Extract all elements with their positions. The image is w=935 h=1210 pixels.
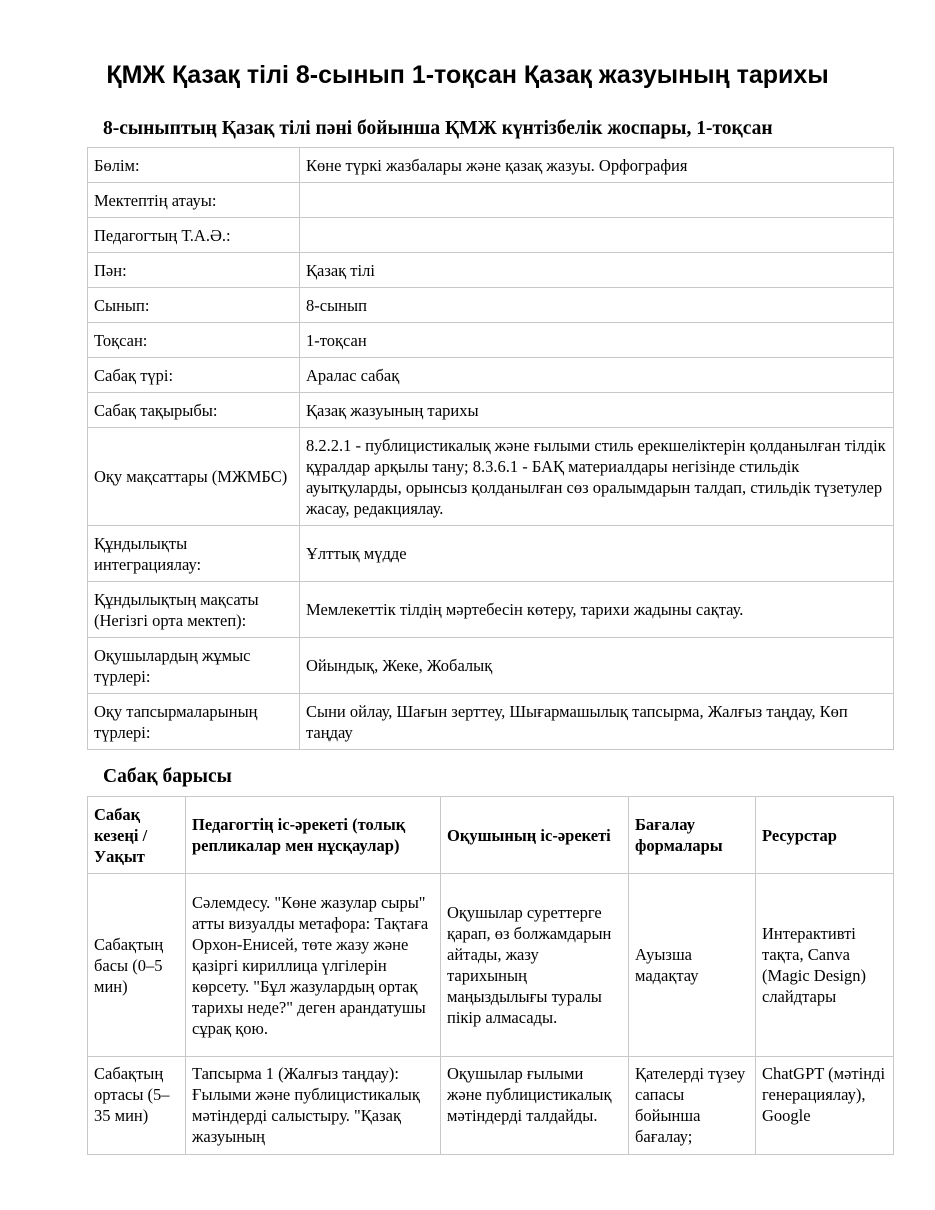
header-resources: Ресурстар: [756, 797, 894, 874]
info-row-work-types: [88, 638, 894, 694]
lesson-progress-table: [87, 796, 894, 1155]
info-label: Педагогтың Т.А.Ә.:: [88, 218, 300, 253]
resources-cell: ChatGPT (мәтінді генерациялау), Google: [756, 1057, 894, 1155]
document-title: ҚМЖ Қазақ тілі 8-сынып 1-тоқсан Қазақ жазуының тарихы: [106, 61, 829, 89]
info-label: Сабақ түрі:: [88, 358, 300, 393]
header-teacher-activity: Педагогтің іс-әрекеті (толық репликалар мен нұсқаулар): [186, 797, 441, 874]
info-row-quarter: [88, 323, 894, 358]
info-label: Құндылықтың мақсаты (Негізгі орта мектеп):: [88, 582, 300, 638]
info-value: [300, 218, 894, 253]
info-value: Ойындық, Жеке, Жобалық: [300, 638, 894, 694]
document-subtitle: 8-сыныптың Қазақ тілі пәні бойынша ҚМЖ күнтізбелік жоспары, 1-тоқсан: [103, 118, 773, 139]
header-student-activity: Оқушының іс-әрекеті: [441, 797, 629, 874]
assessment-cell: Қателерді түзеу сапасы бойынша бағалау;: [629, 1057, 756, 1155]
info-row-value-integration: [88, 526, 894, 582]
info-row-value-goal: [88, 582, 894, 638]
resources-cell: Интерактивті тақта, Canva (Magic Design) слайдтары: [756, 874, 894, 1057]
info-label: Сынып:: [88, 288, 300, 323]
info-row-lesson-topic: [88, 393, 894, 428]
info-label: Сабақ тақырыбы:: [88, 393, 300, 428]
info-value: [300, 183, 894, 218]
assessment-cell: Ауызша мадақтау: [629, 874, 756, 1057]
info-value: 8-сынып: [300, 288, 894, 323]
info-label: Оқу тапсырмаларының түрлері:: [88, 694, 300, 750]
info-label: Тоқсан:: [88, 323, 300, 358]
student-activity-cell: Оқушылар ғылыми және публицистикалық мәтіндерді талдайды.: [441, 1057, 629, 1155]
info-label: Бөлім:: [88, 148, 300, 183]
header-stage: Сабақ кезеңі / Уақыт: [88, 797, 186, 874]
stage-cell: Сабақтың басы (0–5 мин): [88, 874, 186, 1057]
header-assessment: Бағалау формалары: [629, 797, 756, 874]
teacher-activity-cell: Тапсырма 1 (Жалғыз таңдау): Ғылыми және публицистикалық мәтіндерді салыстыру. "Қазақ жазуының: [186, 1057, 441, 1155]
info-row-subject: [88, 253, 894, 288]
info-label: Мектептің атауы:: [88, 183, 300, 218]
info-label: Пән:: [88, 253, 300, 288]
info-label: Оқушылардың жұмыс түрлері:: [88, 638, 300, 694]
lesson-info-table: [87, 147, 894, 750]
info-value: Ұлттық мүдде: [300, 526, 894, 582]
info-row-grade: [88, 288, 894, 323]
info-value: 8.2.2.1 - публицистикалық және ғылыми стиль ерекшеліктерін қолданылған тілдік құралдар арқылы тану; 8.3.6.1 - БАҚ материалдары негізінде стильдік ауытқуларды, орынсыз қолданылған сөз оралымдарын талдап, стильдік түзетулер жасау, редакциялау.: [300, 428, 894, 526]
info-value: Қазақ жазуының тарихы: [300, 393, 894, 428]
info-value: Мемлекеттік тілдің мәртебесін көтеру, тарихи жадыны сақтау.: [300, 582, 894, 638]
student-activity-cell: Оқушылар суреттерге қарап, өз болжамдарын айтады, жазу тарихының маңыздылығы туралы пікір алмасады.: [441, 874, 629, 1057]
info-row-section: [88, 148, 894, 183]
info-label: Оқу мақсаттары (МЖМБС): [88, 428, 300, 526]
lesson-row-middle: [88, 1057, 894, 1155]
info-value: Аралас сабақ: [300, 358, 894, 393]
info-value: Сыни ойлау, Шағын зерттеу, Шығармашылық тапсырма, Жалғыз таңдау, Көп таңдау: [300, 694, 894, 750]
lesson-header-row: [88, 797, 894, 874]
info-value: Қазақ тілі: [300, 253, 894, 288]
lesson-row-beginning: [88, 874, 894, 1057]
info-label: Құндылықты интеграциялау:: [88, 526, 300, 582]
info-value: Көне түркі жазбалары және қазақ жазуы. Орфография: [300, 148, 894, 183]
stage-cell: Сабақтың ортасы (5–35 мин): [88, 1057, 186, 1155]
info-row-task-types: [88, 694, 894, 750]
info-row-learning-objectives: [88, 428, 894, 526]
info-row-teacher: [88, 218, 894, 253]
info-row-lesson-type: [88, 358, 894, 393]
teacher-activity-cell: Сәлемдесу. "Көне жазулар сыры" атты визуалды метафора: Тақтаға Орхон-Енисей, төте жазу және қазіргі кириллица үлгілерін көрсету. "Бұл жазулардың ортақ тарихы неде?" деген арандатушы сұрақ қою.: [186, 874, 441, 1057]
info-row-school: [88, 183, 894, 218]
lesson-progress-heading: Сабақ барысы: [103, 766, 232, 787]
info-value: 1-тоқсан: [300, 323, 894, 358]
